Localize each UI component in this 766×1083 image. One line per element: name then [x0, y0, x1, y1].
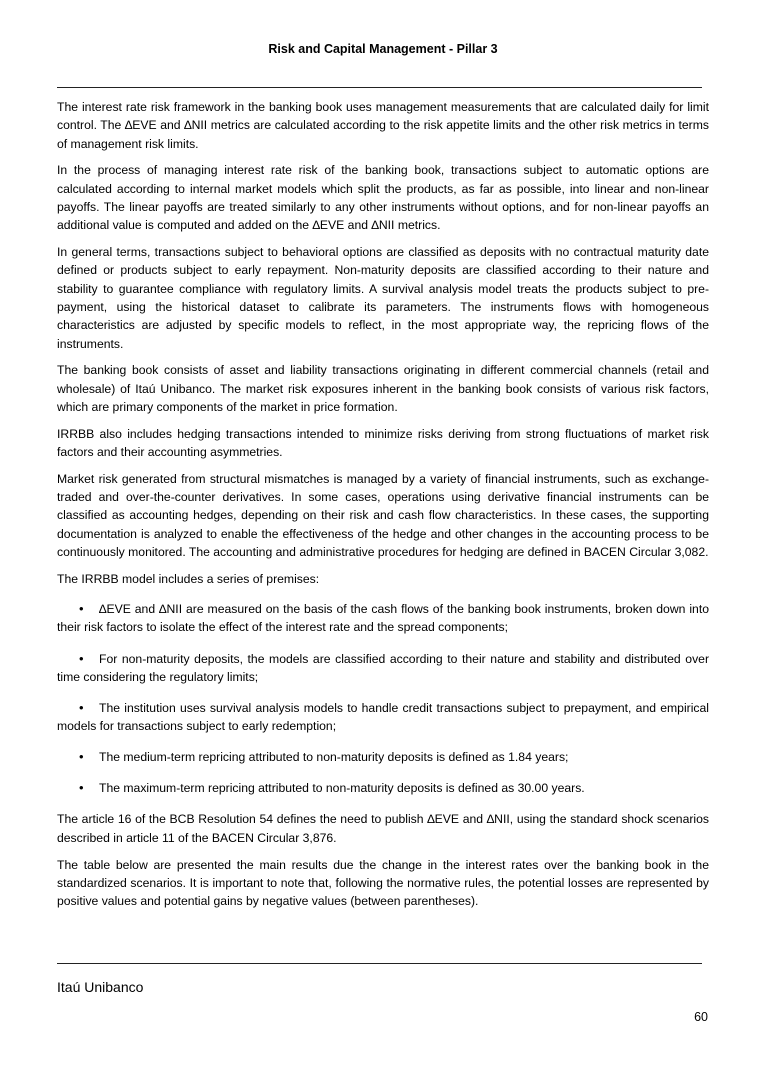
paragraph-bcb-resolution: The article 16 of the BCB Resolution 54 defines the need to publish ∆EVE and ∆NII, using the standard shock scenarios described in article 11 of the BACEN Circular 3,876.: [57, 812, 709, 845]
bullet-icon: •: [79, 749, 84, 765]
header-divider: [57, 87, 702, 88]
bullet-item-maximum-term: [57, 779, 709, 797]
paragraph-premises-intro: The IRRBB model includes a series of premises:: [57, 571, 320, 586]
paragraph-banking-book: The banking book consists of asset and liability transactions originating in different commercial channels (retail and wholesale) of Itaú Unibanco. The market risk exposures inherent in the banking book consists of various risk factors, which are primary components of the market in price formation.: [57, 363, 709, 414]
bullet-icon: •: [79, 699, 84, 715]
page-number: 60: [694, 1010, 708, 1024]
paragraph-table-intro: The table below are presented the main results due the change in the interest rates over the banking book in the standardized scenarios. It is important to note that, following the normative rules, the potential losses are represented by positive values and potential gains by negative values (between parentheses).: [57, 857, 709, 909]
bullet-text: The maximum-term repricing attributed to non-maturity deposits is defined as 30.00 years.: [99, 781, 585, 796]
page-header-title: Risk and Capital Management - Pillar 3: [268, 42, 498, 56]
paragraph-framework: The interest rate risk framework in the banking book uses management measurements that are calculated daily for limit control. The ∆EVE and ∆NII metrics are calculated according to the risk appetite limits and the other risk metrics in terms of management risk limits.: [57, 100, 709, 151]
bullet-text: For non-maturity deposits, the models are classified according to their nature and stability and distributed over time considering the regulatory limits;: [57, 651, 709, 684]
bullet-icon: •: [79, 650, 84, 666]
bullet-text: ∆EVE and ∆NII are measured on the basis of the cash flows of the banking book instruments, broken down into their risk factors to isolate the effect of the interest rate and the spread components;: [57, 602, 709, 635]
bullet-text: The institution uses survival analysis models to handle credit transactions subject to prepayment, and empirical models for transactions subject to early redemption;: [57, 700, 709, 734]
bullet-icon: •: [79, 780, 84, 796]
footer-divider: [57, 963, 702, 964]
paragraph-automatic-options: In the process of managing interest rate risk of the banking book, transactions subject to automatic options are calculated according to internal market models which split the products, as far as possible, into linear and non-linear payoffs. The linear payoffs are treated similarly to any other instruments without options, and for non-linear payoffs an additional value is computed and added on the ∆EVE and ∆NII metrics.: [57, 163, 709, 233]
paragraph-hedging: IRRBB also includes hedging transactions intended to minimize risks deriving from strong fluctuations of market risk factors and their accounting asymmetries.: [57, 426, 709, 460]
bullet-item-medium-term: [57, 748, 709, 766]
footer-brand: Itaú Unibanco: [57, 979, 144, 995]
bullet-icon: •: [79, 601, 84, 617]
bullet-text: The medium-term repricing attributed to non-maturity deposits is defined as 1.84 years;: [99, 750, 569, 765]
bullet-item-survival: [57, 699, 709, 736]
paragraph-behavioral-options: In general terms, transactions subject to behavioral options are classified as deposits with no contractual maturity date defined or products subject to early repayment. Non-maturity deposits are classified according to their nature and stability to guarantee compliance with regulatory limits. A survival analysis model treats the products subject to pre-payment, using the historical dataset to calibrate its parameters. The instruments flows with homogeneous characteristics are adjusted by specific models to reflect, in the most appropriate way, the repricing flows of the instruments.: [57, 245, 709, 351]
body-text: [57, 98, 709, 919]
paragraph-market-risk: Market risk generated from structural mismatches is managed by a variety of financial instruments, such as exchange-traded and over-the-counter derivatives. In some cases, operations using derivative financial instruments can be classified as accounting hedges, depending on their risk and cash flow characteristics. In these cases, the supporting documentation is analyzed to enable the effectiveness of the hedge and other changes in the accounting process to be continuously monitored. The accounting and administrative procedures for hedging are defined in BACEN Circular 3,082.: [57, 471, 709, 560]
bullet-item-eve-nii: [57, 600, 709, 637]
bullet-item-non-maturity: [57, 650, 709, 687]
